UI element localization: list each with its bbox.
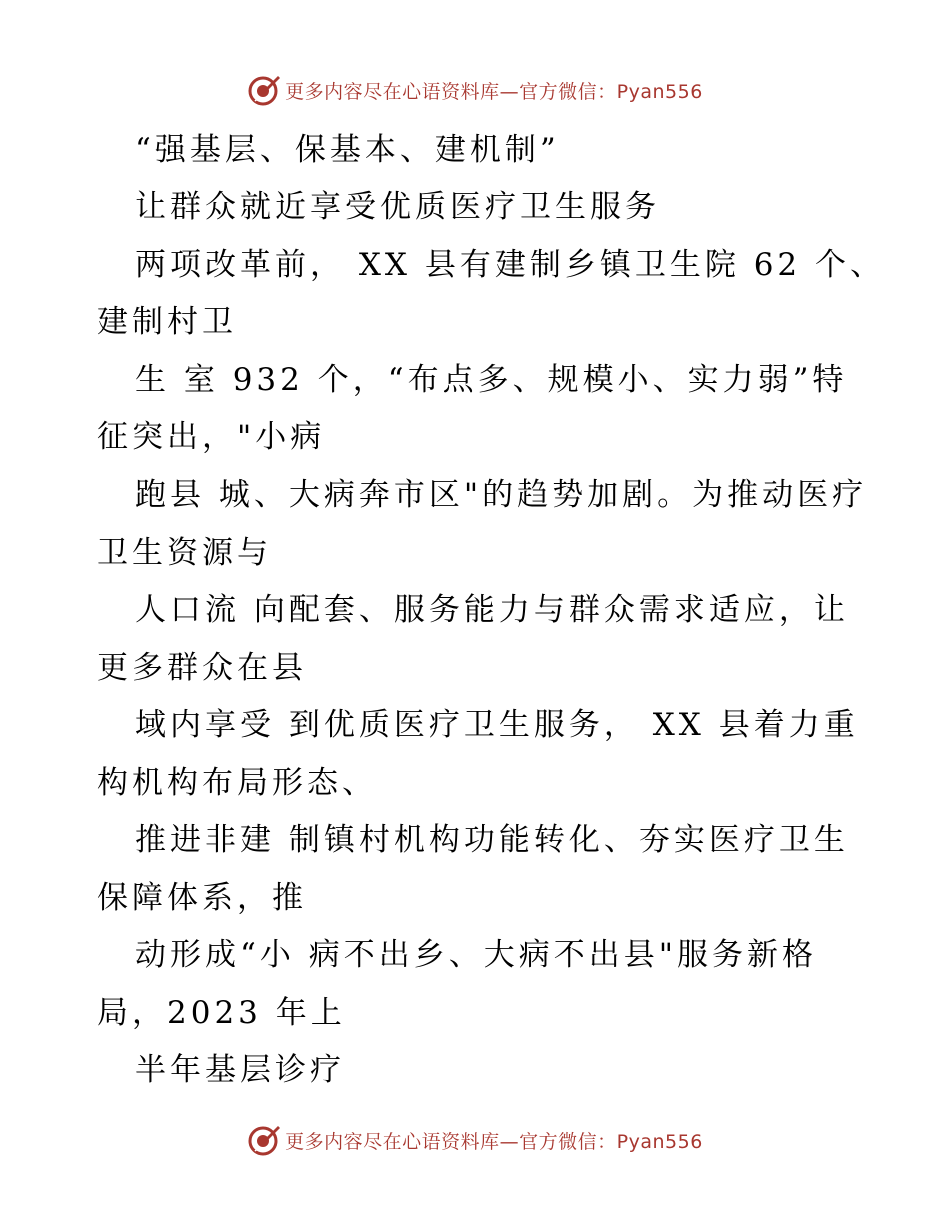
doc-line: 域内享受 到优质医疗卫生服务， XX 县着力重 bbox=[135, 707, 859, 743]
doc-line: 动形成“小 病不出乡、大病不出县"服务新格 bbox=[135, 937, 817, 973]
doc-line: 征突出，"小病 bbox=[97, 419, 326, 455]
pen-seal-logo-icon bbox=[247, 1123, 281, 1157]
footer-banner bbox=[0, 1120, 950, 1160]
header-banner-text: 更多内容尽在心语资料库—官方微信：Pyan556 bbox=[285, 80, 703, 103]
doc-line: 让群众就近享受优质医疗卫生服务 bbox=[135, 189, 660, 225]
doc-line: 人口流 向配套、服务能力与群众需求适应，让 bbox=[135, 592, 849, 628]
doc-line: 两项改革前， XX 县有建制乡镇卫生院 62 个、 bbox=[135, 247, 885, 283]
footer-banner-text: 更多内容尽在心语资料库—官方微信：Pyan556 bbox=[285, 1130, 703, 1153]
header-banner bbox=[0, 70, 950, 110]
doc-line: 建制村卫 bbox=[97, 304, 237, 340]
doc-line: 卫生资源与 bbox=[97, 535, 272, 571]
doc-line: 生 室 932 个，“布点多、规模小、实力弱”特 bbox=[135, 362, 848, 398]
doc-line: 保障体系，推 bbox=[97, 880, 307, 916]
doc-line: 半年基层诊疗 bbox=[135, 1052, 345, 1088]
doc-line: “强基层、保基本、建机制” bbox=[135, 132, 560, 168]
doc-line: 更多群众在县 bbox=[97, 650, 307, 686]
pen-seal-logo-icon bbox=[247, 73, 281, 107]
doc-line: 局，2023 年上 bbox=[97, 995, 346, 1031]
doc-line: 推进非建 制镇村机构功能转化、夯实医疗卫生 bbox=[135, 822, 849, 858]
doc-line: 构机构布局形态、 bbox=[97, 765, 377, 801]
doc-line: 跑县 城、大病奔市区"的趋势加剧。为推动医疗 bbox=[135, 477, 868, 513]
